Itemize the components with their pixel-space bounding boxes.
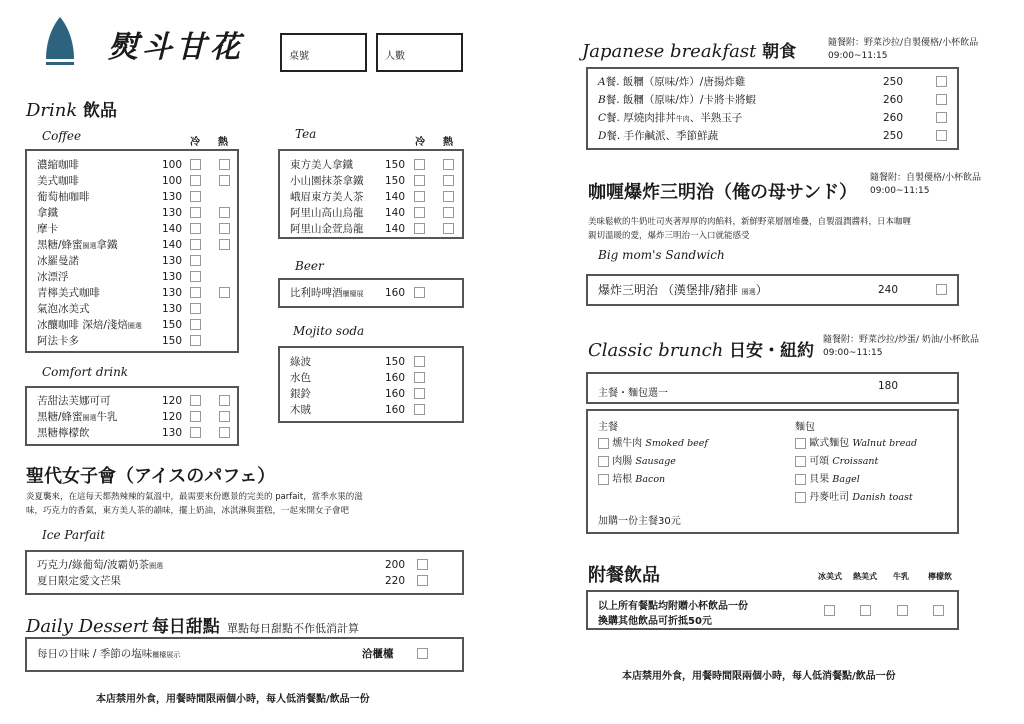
brunch-side-note: 隨餐附：野菜沙拉/炒蛋/ 奶油/小杯飲品	[823, 335, 979, 345]
drink-section-title: Drink 飲品	[26, 100, 118, 121]
menu-item: 爆炸三明治 （漢堡排/豬排 圈選） 240	[588, 282, 957, 298]
menu-item: 青檸美式咖啡 130	[27, 285, 237, 301]
sandwich-section-title: 咖喱爆炸三明治（俺の母サンド）	[588, 182, 858, 203]
hot-checkbox[interactable]	[219, 175, 230, 186]
hot-checkbox[interactable]	[219, 411, 230, 422]
parfait-section-title: 聖代女子會（アイスのパフェ）	[26, 466, 276, 487]
menu-item: B餐. 飯糰（原味/炸）/卡將卡將蝦 260	[588, 92, 957, 110]
order-checkbox[interactable]	[936, 130, 947, 141]
main-option[interactable]: 肉腸 Sausage	[598, 452, 676, 467]
menu-item: 拿鐵 130	[27, 205, 237, 221]
main-checkbox[interactable]	[598, 456, 609, 467]
brunch-section-title: Classic brunch 日安・紐約	[588, 340, 815, 361]
hot-checkbox[interactable]	[219, 159, 230, 170]
menu-item: C餐. 厚燒肉排丼牛肉、半熟玉子 260	[588, 110, 957, 128]
menu-item: 冰羅曼諾 130	[27, 253, 237, 269]
hot-checkbox[interactable]	[219, 427, 230, 438]
main-option[interactable]: 燻牛肉 Smoked beef	[598, 434, 708, 449]
cold-checkbox[interactable]	[414, 175, 425, 186]
menu-item: 黑糖/蜂蜜圈選拿鐵 140	[27, 237, 237, 253]
menu-item: 氣泡冰美式 130	[27, 301, 237, 317]
menu-item: 木賊 160	[280, 402, 462, 418]
hot-checkbox[interactable]	[443, 175, 454, 186]
cold-column-header: 冷	[415, 137, 425, 148]
brunch-combo-label: 主餐・麵包選一	[598, 388, 668, 399]
menu-item: 水色 160	[280, 370, 462, 386]
bread-option[interactable]: 丹麥吐司 Danish toast	[795, 488, 913, 503]
mains-header: 主餐	[598, 422, 618, 433]
side-drink-option-label: 熱美式	[853, 572, 877, 581]
cold-checkbox[interactable]	[190, 427, 201, 438]
parfait-menu-box	[25, 550, 464, 595]
brunch-combo-box	[586, 372, 959, 404]
menu-item: 苦甜法芙娜可可 120	[27, 393, 237, 409]
menu-item: 峨眉東方美人茶 140	[280, 189, 462, 205]
cold-checkbox[interactable]	[190, 319, 201, 330]
cold-checkbox[interactable]	[190, 223, 201, 234]
order-checkbox[interactable]	[414, 287, 425, 298]
mojito-menu-box	[278, 346, 464, 423]
big-moms-sandwich-subtitle: Big mom's Sandwich	[598, 248, 725, 262]
order-checkbox[interactable]	[936, 94, 947, 105]
breads-header: 麵包	[795, 422, 815, 433]
beer-subtitle: Beer	[295, 259, 324, 273]
cold-checkbox[interactable]	[414, 191, 425, 202]
tea-menu-box	[278, 149, 464, 239]
cold-checkbox[interactable]	[190, 395, 201, 406]
comfort-drink-subtitle: Comfort drink	[42, 365, 129, 379]
bread-checkbox[interactable]	[795, 456, 806, 467]
brunch-hours: 09:00~11:15	[823, 348, 883, 358]
footer-notice-left: 本店禁用外食，用餐時間限兩個小時，每人低消餐點/飲品一份	[96, 694, 370, 705]
brunch-choices-box	[586, 409, 959, 534]
breakfast-side-note: 隨餐附：野菜沙拉/自製優格/小杯飲品	[828, 38, 979, 48]
cold-checkbox[interactable]	[414, 223, 425, 234]
table-number-label: 桌號	[289, 51, 309, 62]
order-checkbox[interactable]	[936, 284, 947, 295]
sandwich-side-note: 隨餐附：自製優格/小杯飲品	[870, 173, 982, 183]
menu-item: 夏日限定愛文芒果 220	[27, 573, 462, 589]
side-drink-option-label: 冰美式	[818, 572, 842, 581]
order-checkbox[interactable]	[414, 372, 425, 383]
menu-item: 美式咖啡 100	[27, 173, 237, 189]
bread-option[interactable]: 可頌 Croissant	[795, 452, 878, 467]
mojito-subtitle: Mojito soda	[293, 324, 365, 338]
menu-item: 冰漂浮 130	[27, 269, 237, 285]
bread-checkbox[interactable]	[795, 492, 806, 503]
cold-checkbox[interactable]	[190, 303, 201, 314]
bread-checkbox[interactable]	[795, 438, 806, 449]
cold-checkbox[interactable]	[190, 175, 201, 186]
cold-checkbox[interactable]	[190, 287, 201, 298]
addon-note: 加購一份主餐30元	[598, 516, 681, 527]
hot-checkbox[interactable]	[219, 207, 230, 218]
menu-item: 每日の甘味 / 季節の塩味櫃檯展示 洽櫃檯	[27, 646, 462, 662]
parfait-description-line2: 味，巧克力的香氣，東方美人茶的韻味，擺上奶油，冰淇淋與蛋糕，一起來開女子會吧	[26, 506, 350, 516]
main-checkbox[interactable]	[598, 438, 609, 449]
hot-column-header: 熱	[218, 137, 228, 148]
hot-checkbox[interactable]	[219, 287, 230, 298]
hot-checkbox[interactable]	[443, 207, 454, 218]
hot-checkbox[interactable]	[219, 223, 230, 234]
brand-logo	[42, 15, 78, 67]
bread-checkbox[interactable]	[795, 474, 806, 485]
cold-checkbox[interactable]	[190, 239, 201, 250]
hot-checkbox[interactable]	[443, 223, 454, 234]
hot-americano-checkbox[interactable]	[860, 605, 871, 616]
sandwich-menu-box	[586, 274, 959, 306]
dessert-section-title: Daily Dessert 每日甜點 單點每日甜點不作低消計算	[26, 616, 359, 637]
hot-checkbox[interactable]	[219, 395, 230, 406]
people-count-field[interactable]	[376, 33, 463, 72]
people-count-label: 人數	[385, 51, 405, 62]
cold-checkbox[interactable]	[190, 335, 201, 346]
lemonade-checkbox[interactable]	[933, 605, 944, 616]
parfait-description-line1: 炎夏襲來，在這每天都熱辣辣的氣溫中，最需要來份應景的完美的 parfait，當季水果的滋	[26, 492, 363, 502]
menu-item: 濃縮咖啡 100	[27, 157, 237, 173]
brunch-combo-price: 180	[878, 380, 899, 392]
menu-item: 東方美人拿鐵 150	[280, 157, 462, 173]
menu-item: 小山園抹茶拿鐵 150	[280, 173, 462, 189]
side-drink-option-label: 牛乳	[893, 572, 909, 581]
hot-checkbox[interactable]	[219, 239, 230, 250]
menu-item: 冰釀咖啡 深焙/淺焙圈選 150	[27, 317, 237, 333]
cold-checkbox[interactable]	[190, 191, 201, 202]
breakfast-menu-box	[586, 67, 959, 150]
bread-option[interactable]: 貝果 Bagel	[795, 470, 860, 485]
side-drinks-line2: 換購其他飲品可折抵50元	[598, 616, 712, 627]
menu-item: 阿里山金萱烏龍 140	[280, 221, 462, 237]
order-checkbox[interactable]	[936, 112, 947, 123]
sandwich-hours: 09:00~11:15	[870, 186, 930, 196]
coffee-subtitle: Coffee	[42, 129, 82, 143]
cold-checkbox[interactable]	[190, 159, 201, 170]
side-drinks-line1: 以上所有餐點均附贈小杯飲品一份	[598, 601, 748, 612]
bread-option[interactable]: 歐式麵包 Walnut bread	[795, 434, 917, 449]
comfort-drink-menu-box	[25, 386, 239, 446]
cold-checkbox[interactable]	[190, 271, 201, 282]
main-option[interactable]: 培根 Bacon	[598, 470, 665, 485]
table-number-field[interactable]	[280, 33, 367, 72]
cold-column-header: 冷	[190, 137, 200, 148]
hot-column-header: 熱	[443, 137, 453, 148]
menu-item: D餐. 手作鹹派、季節鮮蔬 250	[588, 128, 957, 146]
footer-notice-right: 本店禁用外食，用餐時間限兩個小時，每人低消餐點/飲品一份	[622, 671, 896, 682]
iced-americano-checkbox[interactable]	[824, 605, 835, 616]
menu-item: A餐. 飯糰（原味/炸）/唐揚炸雞 250	[588, 74, 957, 92]
order-checkbox[interactable]	[414, 388, 425, 399]
ice-parfait-subtitle: Ice Parfait	[42, 528, 106, 542]
iron-icon	[42, 15, 78, 67]
side-drink-option-label: 檸檬飲	[928, 572, 952, 581]
milk-checkbox[interactable]	[897, 605, 908, 616]
menu-item: 銀鈴 160	[280, 386, 462, 402]
order-checkbox[interactable]	[417, 559, 428, 570]
order-checkbox[interactable]	[417, 575, 428, 586]
menu-item: 黑糖檸檬飲 130	[27, 425, 237, 441]
menu-item: 葡萄柚咖啡 130	[27, 189, 237, 205]
hot-checkbox[interactable]	[443, 159, 454, 170]
order-checkbox[interactable]	[414, 404, 425, 415]
cold-checkbox[interactable]	[190, 411, 201, 422]
dessert-menu-box	[25, 637, 464, 672]
side-drinks-title: 附餐飲品	[588, 565, 660, 586]
tea-subtitle: Tea	[295, 127, 317, 141]
order-checkbox[interactable]	[936, 76, 947, 87]
main-checkbox[interactable]	[598, 474, 609, 485]
menu-item: 綠波 150	[280, 354, 462, 370]
sandwich-description-line1: 美味鬆軟的牛奶吐司夾著厚厚的肉餡料，新鮮野菜層層堆疊，自製溫潤醬料，日本咖喱	[588, 217, 912, 227]
menu-item: 摩卡 140	[27, 221, 237, 237]
menu-item: 阿里山高山烏龍 140	[280, 205, 462, 221]
sandwich-description-line2: 親切溫暖的愛，爆炸三明治一入口就能感受	[588, 231, 750, 241]
cold-checkbox[interactable]	[190, 207, 201, 218]
order-checkbox[interactable]	[417, 648, 428, 659]
cold-checkbox[interactable]	[414, 159, 425, 170]
menu-item: 比利時啤酒櫃檯展 160	[280, 285, 462, 301]
coffee-menu-box	[25, 149, 239, 353]
menu-item: 黑糖/蜂蜜圈選牛乳 120	[27, 409, 237, 425]
menu-item: 巧克力/綠葡萄/波霸奶茶圈選 200	[27, 557, 462, 573]
cold-checkbox[interactable]	[190, 255, 201, 266]
side-drinks-box	[586, 590, 959, 630]
breakfast-section-title: Japanese breakfast 朝食	[582, 41, 797, 62]
beer-menu-box	[278, 278, 464, 308]
hot-checkbox[interactable]	[443, 191, 454, 202]
brand-name: 熨斗甘花	[108, 30, 244, 65]
cold-checkbox[interactable]	[414, 207, 425, 218]
breakfast-hours: 09:00~11:15	[828, 51, 888, 61]
menu-item: 阿法卡多 150	[27, 333, 237, 349]
order-checkbox[interactable]	[414, 356, 425, 367]
